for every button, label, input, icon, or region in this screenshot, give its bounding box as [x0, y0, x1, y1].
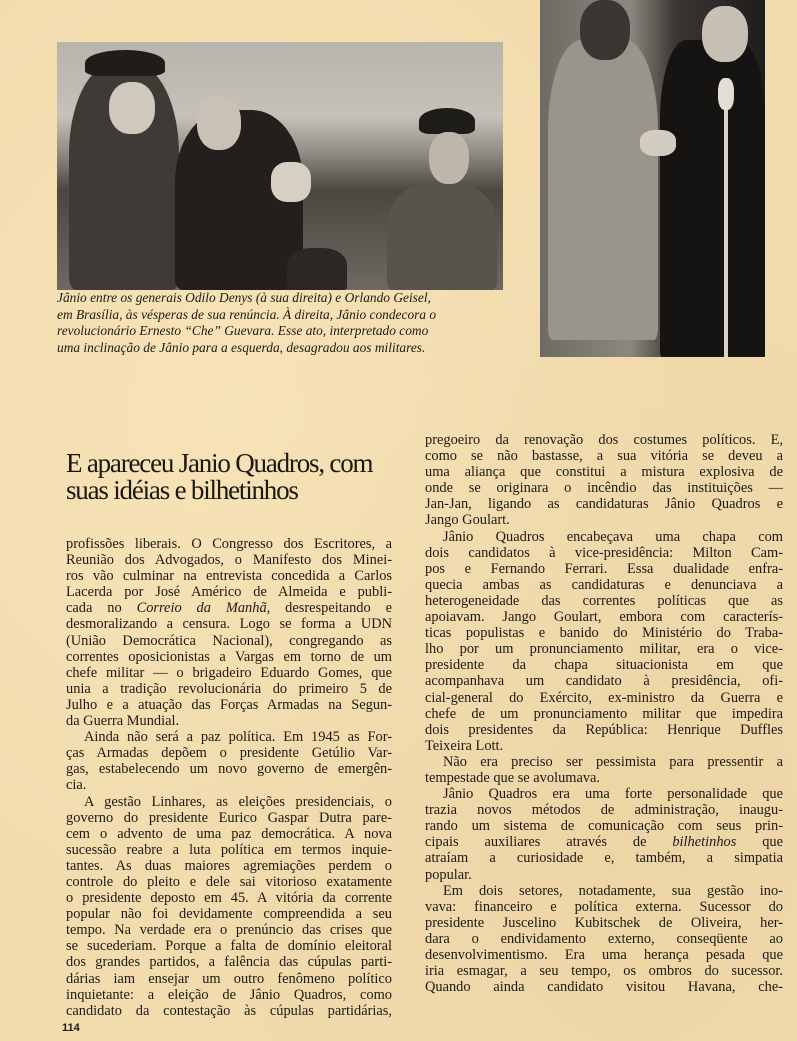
text-line: vava: financeiro e política externa. Sucessor do	[425, 898, 783, 915]
text-line: o presidente deposto em 45. A vitória da corrente	[66, 890, 392, 907]
raised-hand	[271, 162, 311, 202]
text-line: heterogeneidade das correntes políticas que as	[425, 592, 783, 609]
text-line: da Guerra Mundial.	[66, 713, 180, 730]
head	[580, 0, 630, 60]
headline-line: suas idéias e bilhetinhos	[66, 475, 298, 505]
caption-line: uma inclinação de Jânio para a esquerda, desagradou aos militares.	[57, 339, 426, 355]
text-line: A gestão Linhares, as eleições presidenciais, o	[84, 793, 392, 810]
text-line: popular.	[425, 866, 472, 883]
text-line: tempestade que se avolumava.	[425, 769, 601, 786]
text-line: inquietante: a eleição de Jânio Quadros, como	[66, 986, 392, 1003]
text-line: atraíam a curiosidade e, também, a simpatia	[425, 850, 783, 867]
text-line: dárias iam ensejar um outro fenômeno político	[66, 970, 392, 987]
article-headline	[66, 450, 406, 504]
text-line: dos grandes partidos, a falência das cúpulas parti-	[66, 954, 392, 971]
text-line: cial-general do Exército, ex-ministro da Guerra e	[425, 689, 783, 706]
text-line: controle do pleito e dele sai vitorioso exatamente	[66, 873, 392, 890]
text-line: Quando ainda candidato visitou Havana, che-	[425, 979, 783, 996]
figure-janio	[660, 40, 765, 357]
headline-line: E apareceu Janio Quadros, com	[66, 448, 373, 478]
text-line: uma aliança que constitui a mistura explosiva de	[425, 464, 783, 481]
text-line: rando um sistema de comunicação com seus prin-	[425, 818, 783, 835]
article-column-right	[425, 432, 783, 995]
text-line: desmoralizando a censura. Logo se forma a UDN	[66, 616, 392, 633]
text-line: ticas populistas e banido do Ministério do Traba-	[425, 625, 783, 642]
photo-janio-che-guevara	[540, 0, 765, 357]
text-line: lho por um pronunciamento militar, era o vice-	[425, 641, 783, 658]
text-line: tempo. Na verdade era o prenúncio das crises que	[66, 922, 392, 939]
text-line: Teixeira Lott.	[425, 737, 504, 754]
military-cap	[85, 50, 165, 76]
text-line: acompanhava um candidato à presidência, ofi-	[425, 673, 783, 690]
photo-janio-generals	[57, 42, 503, 290]
text-line: Jango Goulart.	[425, 512, 510, 529]
handshake	[640, 130, 676, 156]
text-line: cia.	[66, 777, 87, 794]
text-line: cada no Correio da Manhã, desrespeitando e	[66, 600, 392, 617]
text-line: presidente da chapa situacionista em que	[425, 657, 783, 674]
caption-line: Jânio entre os generais Odilo Denys (à sua direita) e Orlando Geisel,	[57, 290, 431, 305]
text-line: Ainda não será a paz política. Em 1945 as For-	[84, 729, 392, 746]
text-line: dara o endividamento externo, conseqüente ao	[425, 930, 783, 947]
text-line: dois candidatos à vice-presidência: Milton Cam-	[425, 544, 783, 561]
text-line: correntes oposicionistas a Vargas em torno de um	[66, 648, 392, 665]
text-line: Jan-Jan, ligando as candidaturas Jânio Quadros e	[425, 496, 783, 513]
microphone-stand-icon	[724, 80, 728, 357]
text-line: Jânio Quadros era uma forte personalidade que	[443, 786, 783, 803]
text-line: governo do presidente Eurico Gaspar Dutra pare-	[66, 809, 392, 826]
text-line: presidente Juscelino Kubitschek de Oliveira, her-	[425, 914, 783, 931]
text-line: gas, estabelecendo um novo governo de emergên-	[66, 761, 392, 778]
text-line: unia a tradição revolucionária do primeiro 5 de	[66, 680, 392, 697]
text-line: Não era preciso ser pessimista para pressentir a	[443, 753, 783, 770]
face	[109, 82, 155, 134]
article-column-left	[66, 536, 392, 1019]
text-line: desenvolvimentismo. Era uma herança pesada que	[425, 947, 783, 963]
text-line: chefe militar — o brigadeiro Eduardo Gomes, que	[66, 664, 392, 681]
text-line: popular não foi devidamente compreendida a seu	[66, 906, 392, 923]
text-line: profissões liberais. O Congresso dos Escritores, a	[66, 536, 392, 552]
text-line: Julho e a atuação das Forças Armadas na Segun-	[66, 696, 392, 713]
face	[197, 96, 241, 150]
text-line: ças Armadas depõem o presidente Getúlio Var-	[66, 745, 392, 762]
photo-caption	[57, 290, 507, 356]
text-line: Lacerda por José Américo de Almeida e publi-	[66, 584, 392, 601]
text-line: cem o advento de uma paz democrática. A nova	[66, 825, 392, 842]
text-line: sucessão reabre a luta política em termos inquie-	[66, 841, 392, 858]
text-line: se sucederiam. Porque a falta de domínio eleitoral	[66, 938, 392, 955]
text-line: cipais auxiliares através de bilhetinhos que	[425, 834, 783, 851]
caption-line: em Brasília, às vésperas de sua renúncia. À direita, Jânio condecora o	[57, 306, 437, 322]
text-line: trazia novos métodos de administração, inaugu-	[425, 802, 783, 819]
text-line: (União Democrática Nacional), congregando as	[66, 632, 392, 649]
text-line: iria esmagar, a seu tempo, os ombros do sucessor.	[425, 963, 783, 980]
caption-line: revolucionário Ernesto “Che” Guevara. Esse ato, interpretado como	[57, 323, 429, 338]
text-line: Em dois setores, notadamente, sua gestão ino-	[443, 882, 783, 899]
text-line: candidato da contestação às cúpulas partidárias,	[66, 1002, 392, 1019]
text-line: quecia ambas as candidaturas e denunciava a	[425, 576, 783, 593]
text-line: pregoeiro da renovação dos costumes políticos. E,	[425, 432, 783, 448]
text-line: Reunião dos Advogados, o Manifesto dos Minei-	[66, 552, 392, 569]
text-line: ros vão culminar na entrevista concedida a Carlos	[66, 568, 392, 585]
text-line: chefe de um pronunciamento militar que impedira	[425, 705, 783, 722]
page-number: 114	[62, 1022, 80, 1034]
text-line: onde se originara o incêndio das instituições —	[425, 480, 783, 497]
text-line: Jânio Quadros encabeçava uma chapa com	[443, 528, 783, 545]
text-line: pos e Fernando Ferrari. Essa dualidade enfra-	[425, 560, 783, 577]
face	[429, 132, 469, 184]
figure-general-geisel	[387, 182, 497, 290]
military-cap	[419, 108, 475, 134]
microphone-icon	[718, 78, 734, 110]
text-line: tantes. As duas maiores agremiações perdem o	[66, 857, 392, 874]
text-line: como se não bastasse, a sua vitória se deveu a	[425, 448, 783, 465]
text-line: apoiavam. Jango Goulart, embora com caracterís-	[425, 609, 783, 626]
face	[702, 6, 748, 62]
spectators	[287, 248, 347, 290]
text-line: dois presidentes da República: Henrique Duffles	[425, 721, 783, 738]
figure-che-guevara	[548, 40, 658, 340]
